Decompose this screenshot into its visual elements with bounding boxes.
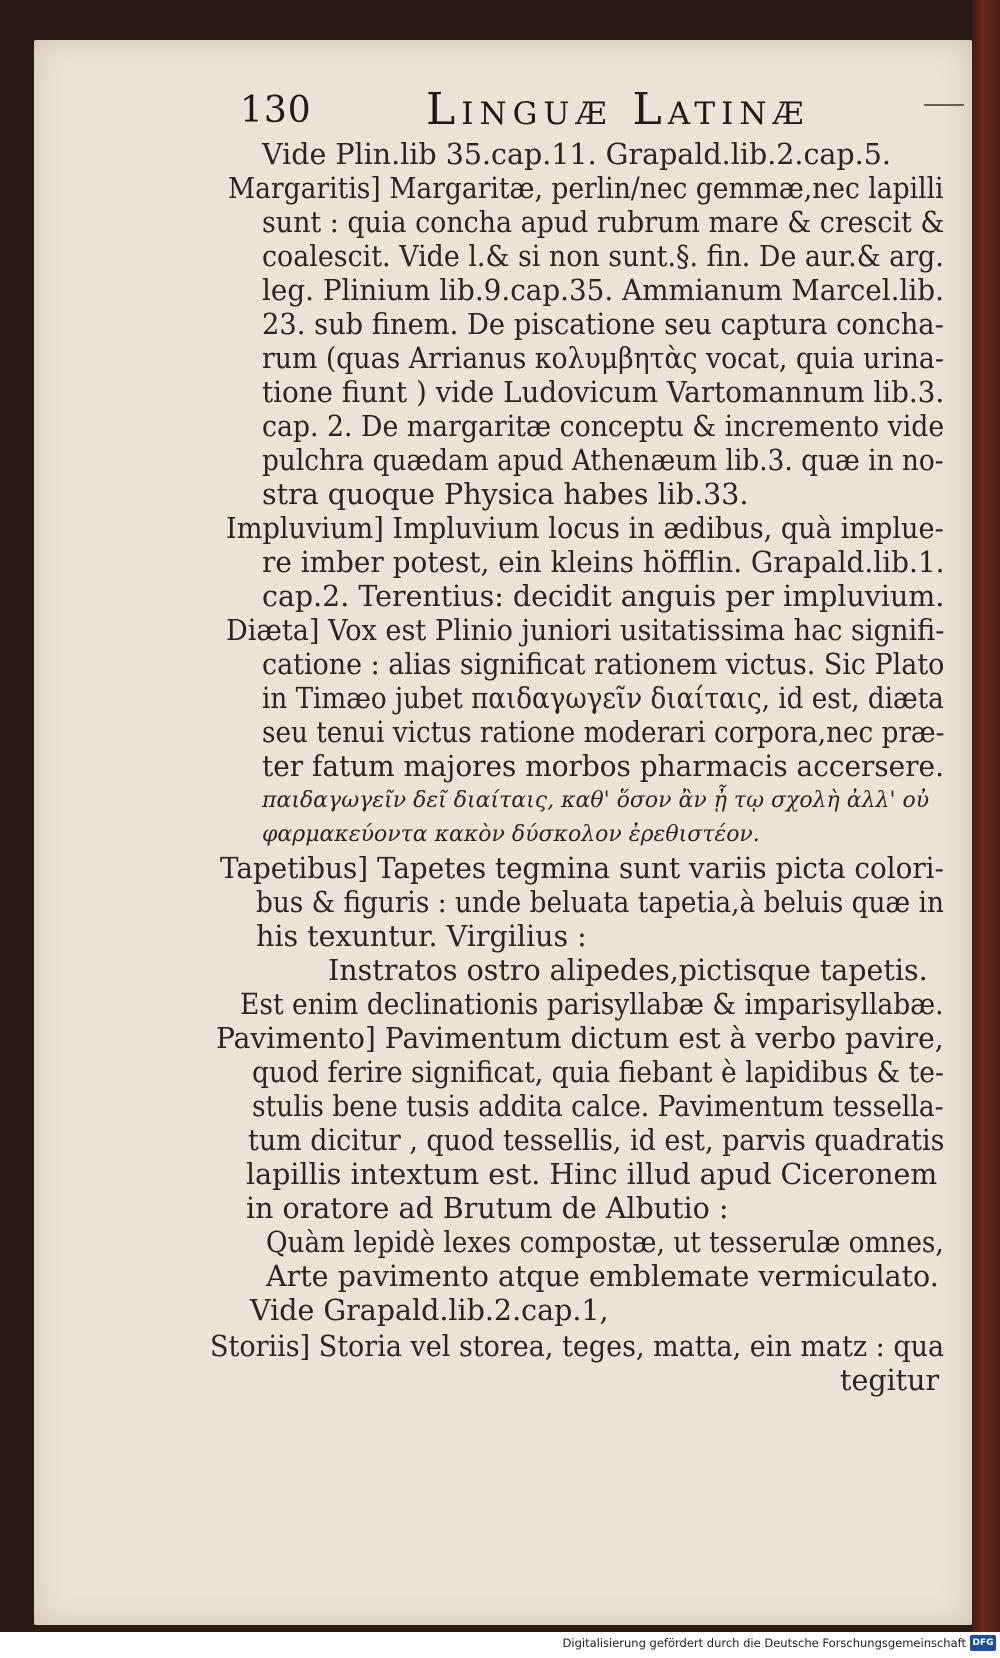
book-page (34, 40, 972, 1625)
text-line: cap. 2. De margaritæ conceptu & incremento vide (262, 410, 945, 443)
digitization-footer (0, 1632, 1000, 1658)
text-line: in Timæo jubet παιδαγωγεῖν διαίταις, id est, diæta (262, 682, 944, 715)
page-text (34, 40, 972, 1625)
text-line: sunt : quia concha apud rubrum mare & crescit & (262, 206, 945, 239)
text-line: Margaritis] Margaritæ, perlin/nec gemmæ,nec lapilli (228, 172, 944, 205)
text-line: stulis bene tusis addita calce. Pavimentum tessella- (252, 1090, 944, 1123)
book-spine-edge (972, 0, 1000, 1632)
text-line: 23. sub finem. De piscatione seu captura concha- (262, 308, 944, 341)
text-line: Storiis] Storia vel storea, teges, matta, ein matz : qua (210, 1330, 945, 1363)
text-line: Vide Grapald.lib.2.cap.1, (250, 1294, 609, 1327)
text-line-greek: φαρμακεύοντα κακὸν δύσκολον ἐρεθιστέον. (262, 822, 760, 847)
text-line-verse: Quàm lepidè lexes compostæ, ut tesserulæ omnes, (266, 1226, 944, 1259)
text-line-verse: Instratos ostro alipedes,pictisque tapetis. (328, 954, 928, 987)
catchword: tegitur (840, 1364, 940, 1397)
running-title: Linguæ Latinæ (426, 84, 810, 135)
text-line: stra quoque Physica habes lib.33. (262, 478, 749, 511)
dfg-logo-icon: DFG (970, 1635, 996, 1651)
text-line: re imber potest, ein kleins höfflin. Grapald.lib.1. (262, 546, 945, 579)
text-line: catione : alias significat rationem victus. Sic Plato (262, 648, 945, 681)
text-line: quod ferire significat, quia fiebant è lapidibus & te- (252, 1056, 944, 1089)
text-line: tione fiunt ) vide Ludovicum Vartomannum lib.3. (262, 376, 945, 409)
text-line: Impluvium] Impluvium locus in ædibus, quà implue- (226, 512, 944, 545)
text-line: Tapetibus] Tapetes tegmina sunt variis picta colori- (220, 852, 944, 885)
text-line: Pavimento] Pavimentum dictum est à verbo pavire, (216, 1022, 944, 1055)
text-line: Est enim declinationis parisyllabæ & imparisyllabæ. (240, 988, 944, 1021)
text-line: leg. Plinium lib.9.cap.35. Ammianum Marcel.lib. (262, 274, 944, 307)
text-line-greek: παιδαγωγεῖν δεῖ διαίταις, καθ' ὅσον ἂν ᾖ τῳ σχολὴ ἀλλ' οὐ (262, 788, 930, 813)
text-line: seu tenui victus ratione moderari corpora,nec præ- (262, 716, 945, 749)
text-line: tum dicitur , quod tessellis, id est, parvis quadratis (248, 1124, 945, 1157)
text-line: in oratore ad Brutum de Albutio : (246, 1192, 729, 1225)
text-line: cap.2. Terentius: decidit anguis per impluvium. (262, 580, 945, 613)
text-line: pulchra quædam apud Athenæum lib.3. quæ in no- (262, 444, 944, 477)
text-line: his texuntur. Virgilius : (256, 920, 587, 953)
page-number: 130 (240, 90, 312, 131)
text-line-verse: Arte pavimento atque emblemate vermiculato. (266, 1260, 939, 1293)
text-line: coalescit. Vide l.& si non sunt.§. fin. De aur.& arg. (262, 240, 944, 273)
text-line: Diæta] Vox est Plinio juniori usitatissima hac signifi- (226, 614, 945, 647)
text-line: rum (quas Arrianus κολυμβητὰς vocat, quia urina- (262, 342, 944, 375)
text-line: bus & figuris : unde beluata tapetia,à beluis quæ in (256, 886, 944, 919)
text-line: ter fatum majores morbos pharmacis accersere. (262, 750, 944, 783)
text-line: lapillis intextum est. Hinc illud apud Ciceronem (246, 1158, 938, 1191)
footer-credit: Digitalisierung gefördert durch die Deutsche Forschungsgemeinschaft (562, 1636, 966, 1650)
text-line: Vide Plin.lib 35.cap.11. Grapald.lib.2.cap.5. (262, 138, 891, 171)
